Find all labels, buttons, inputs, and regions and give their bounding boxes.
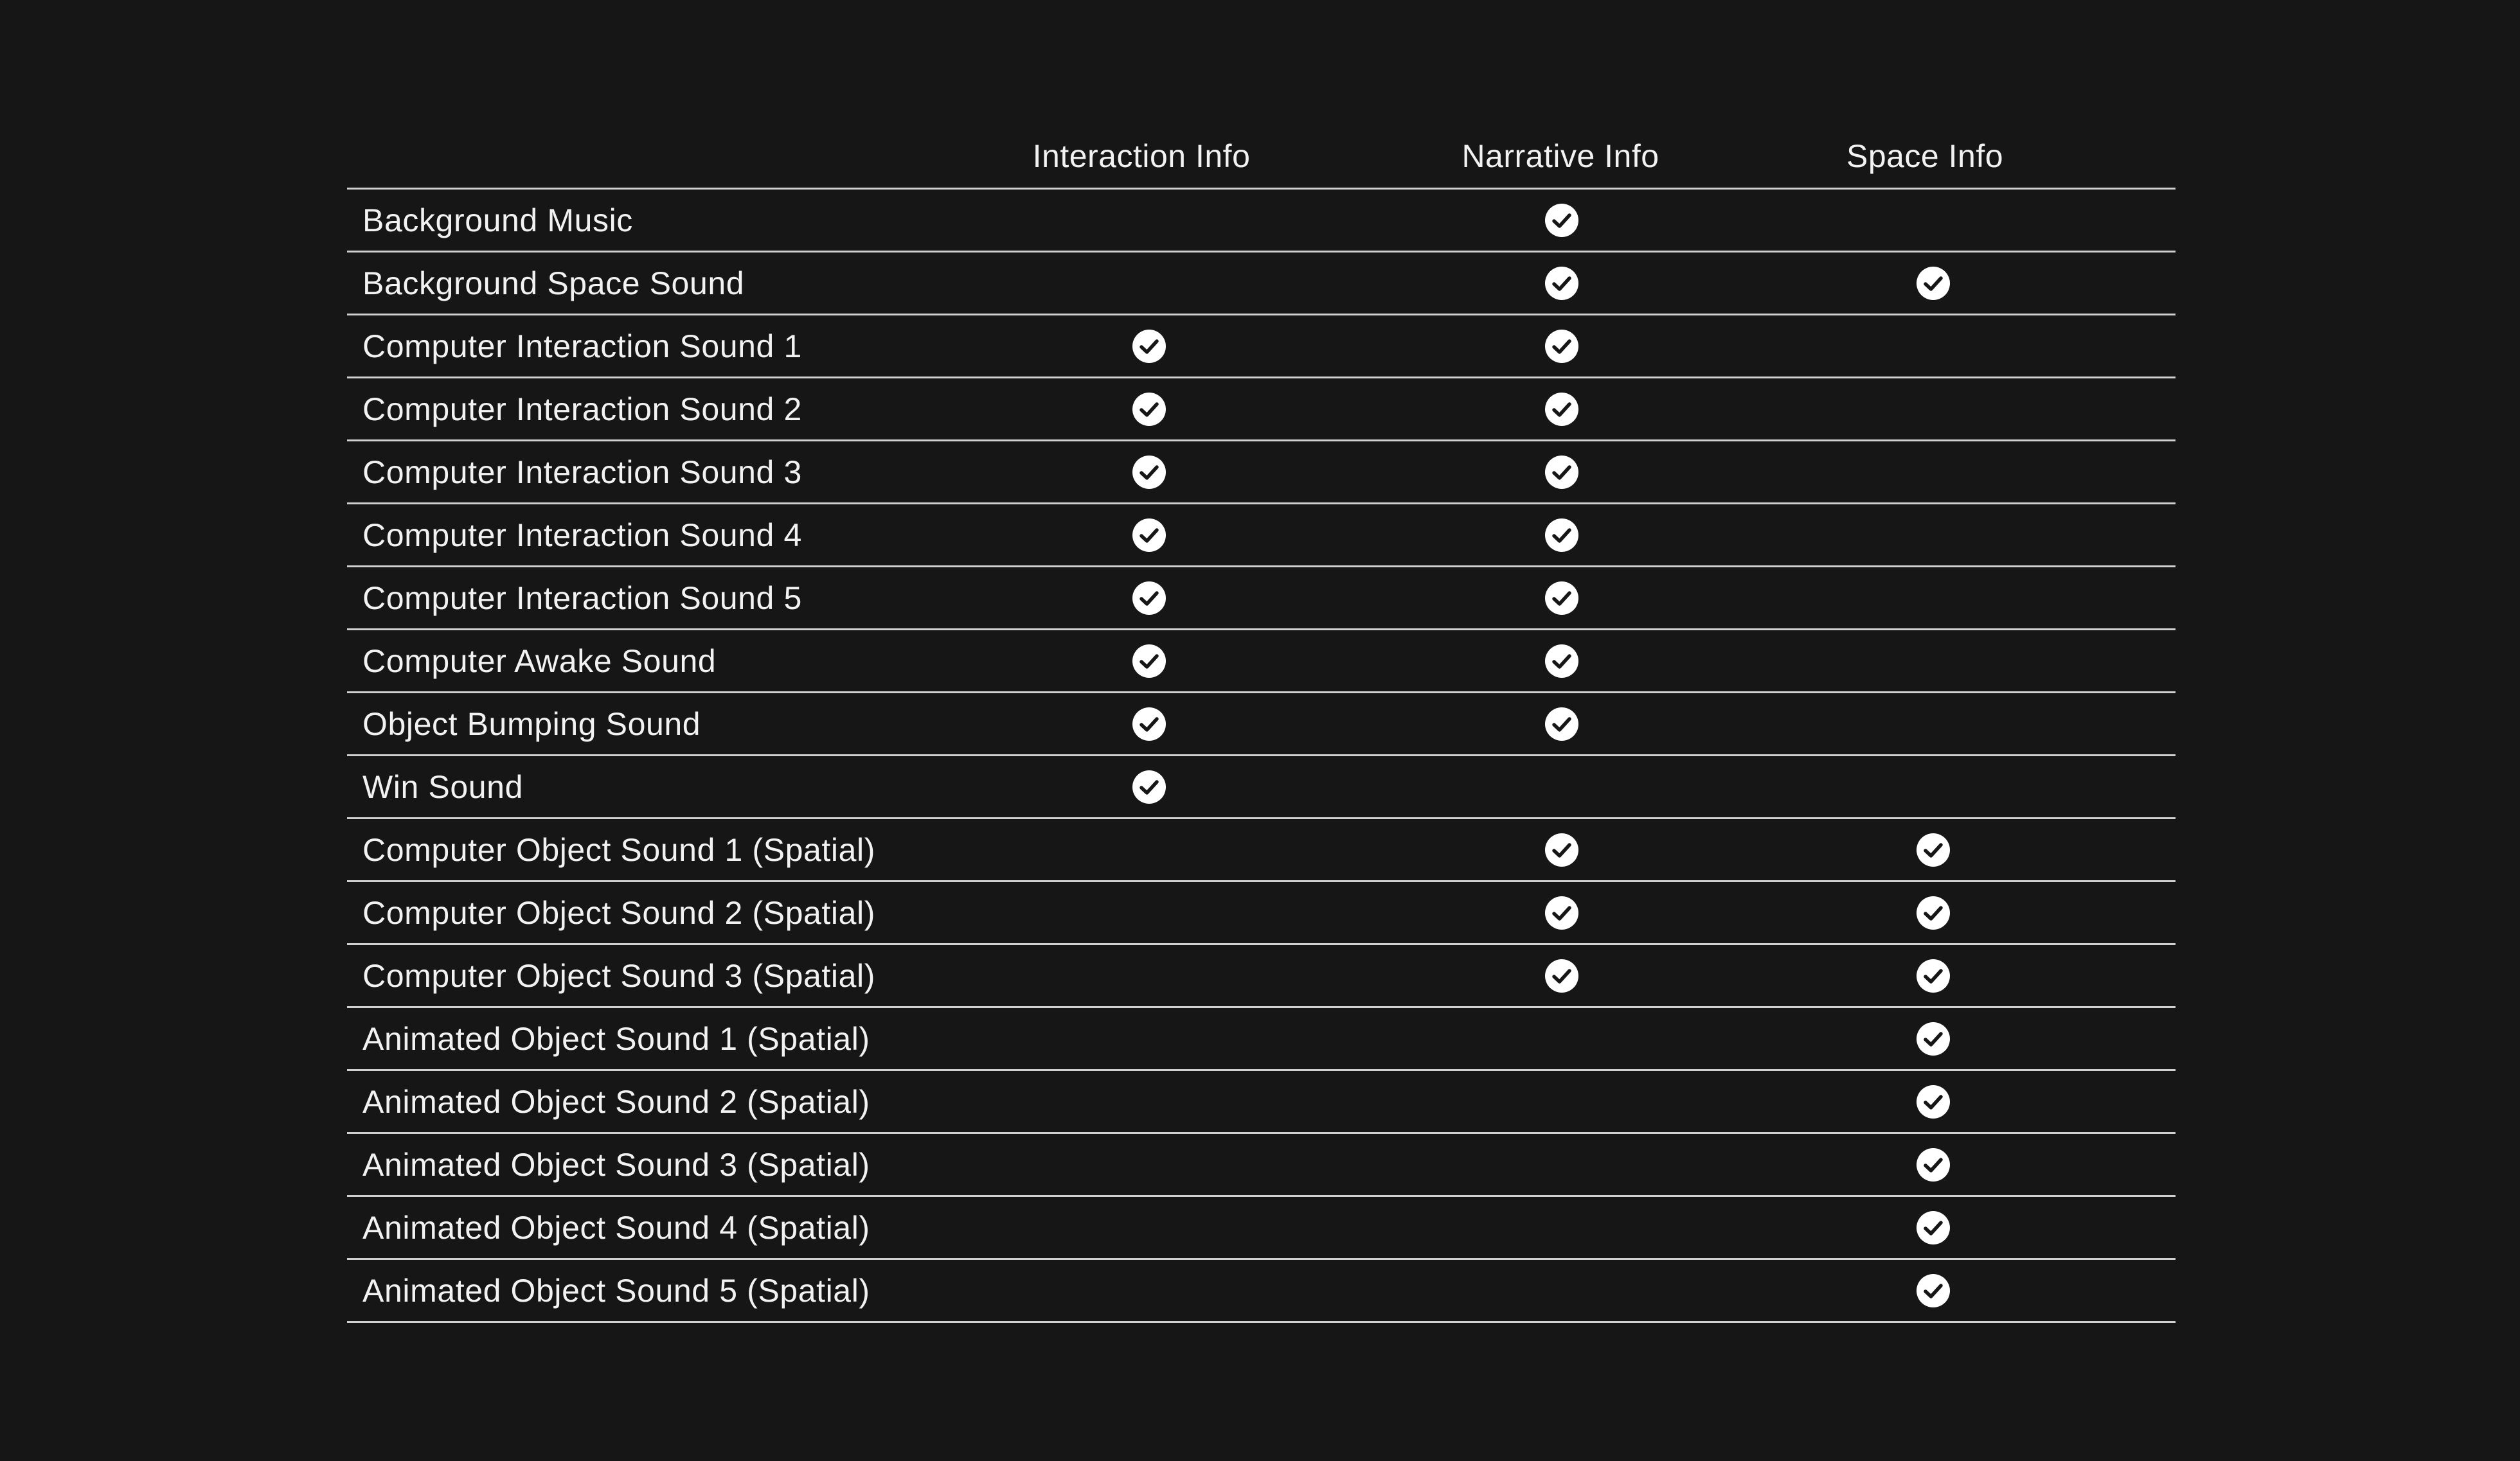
check-circle-icon-space-info: [1915, 958, 1951, 994]
row-label: Animated Object Sound 1 (Spatial): [362, 1020, 870, 1057]
table-row: [347, 1260, 2176, 1323]
check-circle-icon: [1544, 328, 1580, 364]
check-circle-icon-narrative-info: [1544, 265, 1580, 301]
check-circle-icon-narrative-info: [1544, 832, 1580, 868]
check-circle-icon-narrative-info: [1544, 958, 1580, 994]
column-header-space-info: Space Info: [1846, 138, 2004, 174]
table-row: [347, 1197, 2176, 1260]
check-circle-icon: [1544, 391, 1580, 427]
check-circle-icon-narrative-info: [1544, 895, 1580, 931]
check-circle-icon-space-info: [1915, 1021, 1951, 1057]
check-circle-icon-interaction-info: [1131, 769, 1167, 805]
check-circle-icon-interaction-info: [1131, 706, 1167, 742]
check-circle-icon-space-info: [1915, 832, 1951, 868]
check-circle-icon: [1544, 454, 1580, 490]
column-header-row: [347, 128, 2176, 190]
check-circle-icon: [1915, 265, 1951, 301]
table-row: [347, 190, 2176, 252]
table-row: [347, 1134, 2176, 1197]
check-circle-icon-narrative-info: [1544, 643, 1580, 679]
check-circle-icon: [1131, 454, 1167, 490]
check-circle-icon: [1131, 517, 1167, 553]
row-label: Computer Awake Sound: [362, 642, 717, 679]
check-circle-icon-narrative-info: [1544, 454, 1580, 490]
check-circle-icon-interaction-info: [1131, 454, 1167, 490]
check-circle-icon-narrative-info: [1544, 202, 1580, 238]
check-circle-icon: [1915, 895, 1951, 931]
table-row: [347, 504, 2176, 567]
check-circle-icon: [1544, 832, 1580, 868]
row-label: Win Sound: [362, 768, 523, 805]
check-circle-icon: [1915, 832, 1951, 868]
row-label: Background Space Sound: [362, 265, 745, 301]
check-circle-icon-space-info: [1915, 265, 1951, 301]
check-circle-icon-space-info: [1915, 1084, 1951, 1120]
check-circle-icon: [1131, 769, 1167, 805]
check-circle-icon: [1915, 958, 1951, 994]
check-circle-icon: [1544, 265, 1580, 301]
table-row: [347, 756, 2176, 819]
row-label: Background Music: [362, 202, 633, 238]
table-row: [347, 315, 2176, 378]
check-circle-icon-interaction-info: [1131, 517, 1167, 553]
check-circle-icon: [1544, 580, 1580, 616]
check-circle-icon: [1915, 1084, 1951, 1120]
check-circle-icon-space-info: [1915, 1147, 1951, 1183]
check-circle-icon: [1131, 643, 1167, 679]
table-row: [347, 945, 2176, 1008]
check-circle-icon-space-info: [1915, 1210, 1951, 1246]
table-row: [347, 819, 2176, 882]
check-circle-icon-interaction-info: [1131, 391, 1167, 427]
check-circle-icon-narrative-info: [1544, 517, 1580, 553]
check-circle-icon: [1915, 1273, 1951, 1309]
check-circle-icon: [1915, 1021, 1951, 1057]
table-row: [347, 252, 2176, 315]
check-circle-icon-narrative-info: [1544, 706, 1580, 742]
check-circle-icon-space-info: [1915, 895, 1951, 931]
check-circle-icon: [1131, 328, 1167, 364]
check-circle-icon: [1544, 643, 1580, 679]
table-row: [347, 441, 2176, 504]
row-label: Animated Object Sound 4 (Spatial): [362, 1209, 870, 1246]
check-circle-icon: [1544, 706, 1580, 742]
check-circle-icon: [1131, 391, 1167, 427]
row-label: Animated Object Sound 2 (Spatial): [362, 1083, 870, 1120]
column-header-narrative-info: Narrative Info: [1461, 138, 1659, 174]
table-row: [347, 567, 2176, 630]
table-row: [347, 378, 2176, 441]
row-label: Computer Object Sound 3 (Spatial): [362, 957, 875, 994]
table-body: [347, 190, 2176, 1323]
check-circle-icon: [1131, 580, 1167, 616]
table-row: [347, 882, 2176, 945]
check-circle-icon: [1915, 1147, 1951, 1183]
table-row: [347, 1071, 2176, 1134]
check-circle-icon-narrative-info: [1544, 391, 1580, 427]
check-circle-icon: [1131, 706, 1167, 742]
table-row: [347, 1008, 2176, 1071]
row-label: Computer Interaction Sound 3: [362, 454, 802, 490]
row-label: Computer Interaction Sound 2: [362, 391, 802, 427]
row-label: Animated Object Sound 5 (Spatial): [362, 1272, 870, 1309]
sound-info-matrix: [347, 128, 2176, 1323]
row-label: Computer Object Sound 1 (Spatial): [362, 831, 875, 868]
check-circle-icon: [1544, 895, 1580, 931]
row-label: Computer Object Sound 2 (Spatial): [362, 894, 875, 931]
row-label: Object Bumping Sound: [362, 705, 701, 742]
row-label: Computer Interaction Sound 1: [362, 328, 802, 364]
check-circle-icon-narrative-info: [1544, 580, 1580, 616]
row-label: Animated Object Sound 3 (Spatial): [362, 1146, 870, 1183]
check-circle-icon: [1544, 517, 1580, 553]
check-circle-icon-interaction-info: [1131, 643, 1167, 679]
row-label: Computer Interaction Sound 4: [362, 517, 802, 553]
check-circle-icon-interaction-info: [1131, 328, 1167, 364]
table-row: [347, 693, 2176, 756]
check-circle-icon: [1544, 202, 1580, 238]
check-circle-icon: [1544, 958, 1580, 994]
check-circle-icon: [1915, 1210, 1951, 1246]
row-label: Computer Interaction Sound 5: [362, 580, 802, 616]
check-circle-icon-narrative-info: [1544, 328, 1580, 364]
column-header-interaction-info: Interaction Info: [1032, 138, 1251, 174]
check-circle-icon-space-info: [1915, 1273, 1951, 1309]
table-row: [347, 630, 2176, 693]
check-circle-icon-interaction-info: [1131, 580, 1167, 616]
